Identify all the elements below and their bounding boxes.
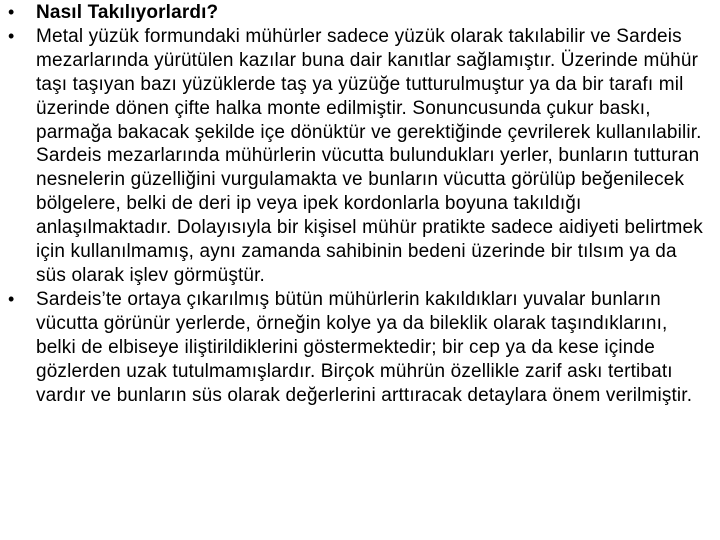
- paragraph-text: Metal yüzük formundaki mühürler sadece yüzük olarak takılabilir ve Sardeis mezarlarında yürütülen kazılar buna dair kanıtlar sağlamıştır. Üzerinde mühür taşı taşıyan bazı yüzüklerde taş ya yüzüğe tutturulmuştur ya da bir tarafı mil üzerinde dönen çifte halka monte edilmiştir. Sonuncusunda çukur baskı, parmağa bakacak şekilde içe dönüktür ve gerektiğinde çevrilerek kullanılabilir. Sardeis mezarlarında mühürlerin vücutta bulundukları yerler, bunların tutturan nesnelerin güzelliğini vurgulamakta ve bunların vücutta görülüp beğenilecek bölgelere, belki de deri ip veya ipek kordonlarla boyuna takıldığı anlaşılmaktadır. Dolayısıyla bir kişisel mühür pratikte sadece aidiyeti belirtmek için kullanılmamış, aynı zamanda sahibinin bedeni üzerinde bir tılsım ya da süs olarak işlev görmüştür.: [36, 25, 703, 286]
- paragraph-text: Sardeis’te ortaya çıkarılmış bütün mühürlerin kakıldıkları yuvalar bunların vücutta görünür yerlerde, örneğin kolye ya da bileklik olarak taşındıklarını, belki de elbiseye iliştirildiklerini göstermektedir; bir cep ya da kese içinde gözlerden uzak tutulmamışlardır. Birçok mührün özellikle zarif askı tertibatı vardır ve bunların süs olarak değerlerini arttıracak detaylara önem verilmiştir.: [36, 288, 693, 406]
- bullet-item-sockets: [8, 288, 708, 408]
- bullet-icon: •: [8, 25, 15, 46]
- bullet-item-wearing-rings: [8, 25, 708, 288]
- bullet-list: [8, 1, 708, 407]
- bullet-icon: •: [8, 2, 15, 22]
- bullet-item-heading: [8, 1, 708, 25]
- bullet-icon: •: [8, 288, 15, 309]
- heading-text: Nasıl Takılıyorlardı?: [36, 2, 219, 23]
